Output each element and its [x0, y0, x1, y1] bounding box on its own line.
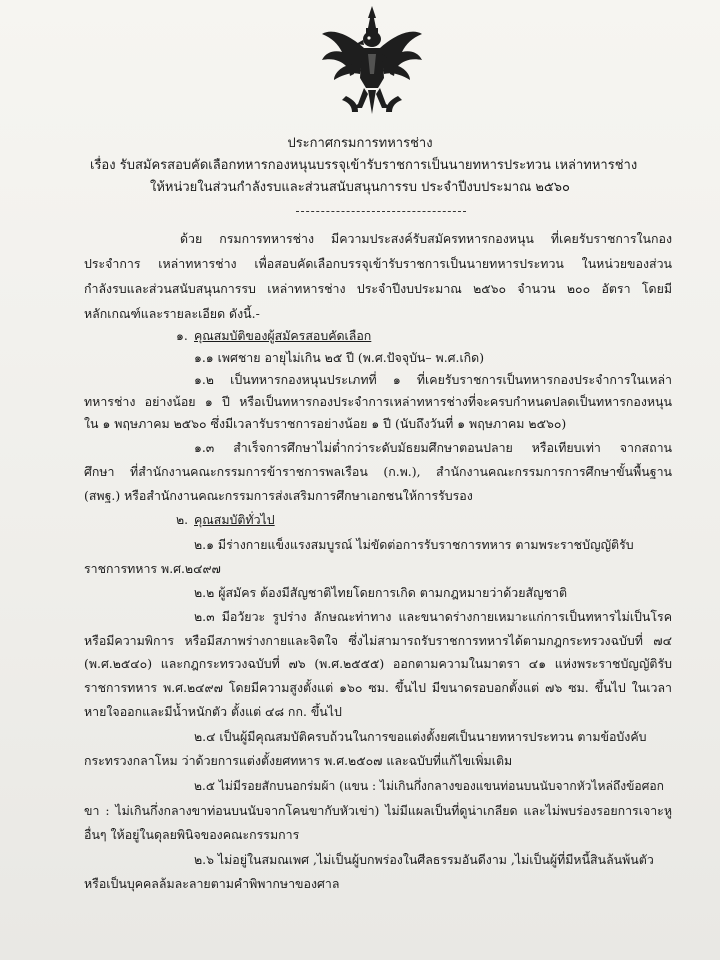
announcement-title: ประกาศกรมการทหารช่าง [287, 136, 433, 151]
section1-line: ศึกษา ที่สำนักงานคณะกรรมการข้าราชการพลเรือน (ก.พ.), สำนักงานคณะกรรมการการศึกษาขั้นพื้นฐาน [84, 464, 672, 479]
intro-line: หลักเกณฑ์และรายละเอียด ดังนี้.- [84, 306, 260, 321]
subject-line-2: ให้หน่วยในส่วนกำลังรบและส่วนสนับสนุนการรบ ประจำปีงบประมาณ ๒๕๖๐ [150, 180, 570, 195]
section2-line: ๒.๖ ไม่อยู่ในสมณเพศ ,ไม่เป็นผู้บกพร่องในศีลธรรมอันดีงาม ,ไม่เป็นผู้ที่มีหนี้สินล้นพ้นตัว [194, 852, 654, 867]
section1-number: ๑. [176, 328, 188, 343]
section2-line: (พ.ศ.๒๕๔๐) และกฎกระทรวงฉบับที่ ๗๖ (พ.ศ.๒๕๕๕) ออกตามความในมาตรา ๔๑ แห่งพระราชบัญญัติรับ [84, 656, 672, 671]
section1-line: ทหารช่าง อย่างน้อย ๑ ปี หรือเป็นทหารกองประจำการเหล่าทหารช่างที่จะครบกำหนดปลดเป็นทหารกองหนุน [84, 394, 672, 409]
section2-line: อื่นๆ ให้อยู่ในดุลยพินิจของคณะกรรมการ [84, 827, 300, 842]
section2-line: ๒.๑ มีร่างกายแข็งแรงสมบูรณ์ ไม่ขัดต่อการรับราชการทหาร ตามพระราชบัญญัติรับ [194, 537, 634, 552]
intro-line: ประจำการ เหล่าทหารช่าง เพื่อสอบคัดเลือกบรรจุเข้ารับราชการเป็นนายทหารประทวน ในหน่วยของส่วน [84, 256, 672, 271]
section2-line: หรือเป็นบุคคลล้มละลายตามคำพิพากษาของศาล [84, 876, 340, 891]
subject-line-1: เรื่อง รับสมัครสอบคัดเลือกทหารกองหนุนบรรจุเข้ารับราชการเป็นนายทหารประทวน เหล่าทหารช่าง [90, 158, 638, 173]
section1-heading: คุณสมบัติของผู้สมัครสอบคัดเลือก [194, 328, 372, 343]
intro-line: ด้วย กรมการทหารช่าง มีความประสงค์รับสมัครทหารกองหนุน ที่เคยรับราชการในกอง [180, 231, 672, 246]
section2-line: ๒.๓ มีอวัยวะ รูปร่าง ลักษณะท่าทาง และขนาดร่างกายเหมาะแก่การเป็นทหารไม่เป็นโรค [194, 609, 672, 624]
section2-line: หรือมีความพิการ หรือมีสภาพร่างกายและจิตใจ ซึ่งไม่สามารถรับราชการทหารได้ตามกฎกระทรวงฉบับที่ ๗๔ [84, 633, 672, 648]
section2-line: กระทรวงกลาโหม ว่าด้วยการแต่งตั้งยศทหาร พ.ศ.๒๕๐๗ และฉบับที่แก้ไขเพิ่มเติม [84, 753, 513, 768]
section2-line: ๒.๕ ไม่มีรอยสักบนอกร่มผ้า (แขน : ไม่เกินกึ่งกลางของแขนท่อนบนนับจากหัวไหล่ถึงข้อศอก [194, 779, 664, 793]
section1-line: ใน ๑ พฤษภาคม ๒๕๖๐ ซึ่งมีเวลารับราชการอย่างน้อย ๑ ปี (นับถึงวันที่ ๑ พฤษภาคม ๒๕๖๐) [84, 416, 567, 431]
section2-line: ราชการทหาร พ.ศ.๒๔๙๗ [84, 561, 221, 576]
section1-line: ๑.๒ เป็นทหารกองหนุนประเภทที่ ๑ ที่เคยรับราชการเป็นทหารกองประจำการในเหล่า [194, 372, 672, 387]
divider-rule [296, 211, 466, 212]
section2-line: ๒.๔ เป็นผู้มีคุณสมบัติครบถ้วนในการขอแต่งตั้งยศเป็นนายทหารประทวน ตามข้อบังคับ [194, 729, 647, 744]
section1-line: ๑.๓ สำเร็จการศึกษาไม่ต่ำกว่าระดับมัธยมศึกษาตอนปลาย หรือเทียบเท่า จากสถาน [194, 440, 672, 455]
section1-line: (สพฐ.) หรือสำนักงานคณะกรรมการส่งเสริมการศึกษาเอกชนให้การรับรอง [84, 488, 473, 503]
section1-line: ๑.๑ เพศชาย อายุไม่เกิน ๒๕ ปี (พ.ศ.ปัจจุบัน– พ.ศ.เกิด) [194, 350, 485, 365]
section2-line: ๒.๒ ผู้สมัคร ต้องมีสัญชาติไทยโดยการเกิด ตามกฎหมายว่าด้วยสัญชาติ [194, 585, 568, 600]
section2-number: ๒. [176, 512, 189, 527]
garuda-emblem-icon [318, 4, 426, 116]
section2-line: ขา : ไม่เกินกึ่งกลางขาท่อนบนนับจากโคนขากับหัวเข่า) ไม่มีแผลเป็นที่ดูน่าเกลียด และไม่พบร่องรอยการเจาะหู [84, 803, 672, 818]
announcement-header [90, 133, 638, 199]
section2-line: หายใจออกและมีน้ำหนักตัว ตั้งแต่ ๔๘ กก. ขึ้นไป [84, 704, 342, 719]
section2-line: ราชการทหาร พ.ศ.๒๔๙๗ โดยมีความสูงตั้งแต่ ๑๖๐ ซม. ขึ้นไป มีขนาดรอบอกตั้งแต่ ๗๖ ซม. ขึ้นไป ในเวลา [84, 680, 672, 695]
section2-heading: คุณสมบัติทั่วไป [194, 512, 275, 527]
intro-line: กำลังรบและส่วนสนับสนุนการรบ เหล่าทหารช่าง ประจำปีงบประมาณ ๒๕๖๐ จำนวน ๒๐๐ อัตรา โดยมี [84, 281, 672, 296]
